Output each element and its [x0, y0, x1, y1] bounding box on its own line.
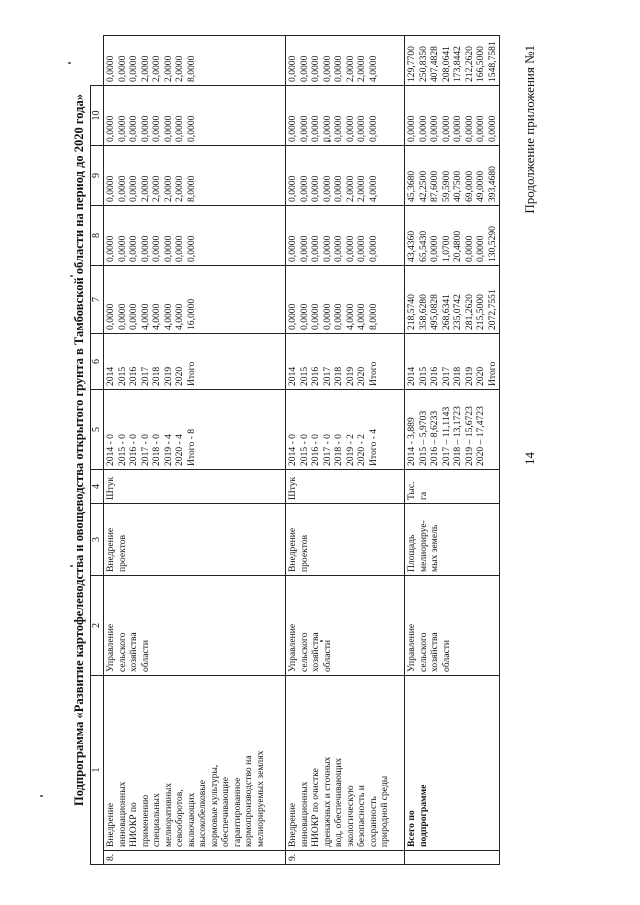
- subprogram-title: Подпрограмма «Развитие картофелеводства и овощеводства открытого грунта в Тамбовской области на период до 2020 года»: [72, 94, 86, 806]
- funding-col-10: 0,0000 0,0000 0,0000 2,0000 2,0000 2,0000 2,0000 8,0000: [104, 36, 286, 86]
- header-cell-8: 8: [91, 206, 104, 266]
- total-years: 2014 2015 2016 2017 2018 2019 2020 Итого: [405, 334, 500, 390]
- total-funding-total: 218,5740 358,6280 495,0828 268,6341 235,0742 281,2620 215,5000 2072,7551: [405, 266, 500, 334]
- total-indicator: Площадь мелиорируе- мых земель: [405, 504, 500, 576]
- funding-col-8: 0,0000 0,0000 0,0000 2,0000 2,0000 2,0000 2,0000 8,0000: [104, 146, 286, 206]
- measure-name: Внедрение инновационных НИОКР по применению специальных мелиоративных севооборотов, включающих высокобелковые кормовые культуры, обеспечивающие гарантированное кормопроизводство на мелиорируемых землях: [104, 676, 286, 851]
- header-cell-5: 5: [91, 390, 104, 470]
- funding-col-7: 0,0000 0,0000 0,0000 0,0000 0,0000 0,0000 0,0000 0,0000: [104, 206, 286, 266]
- funding-col-9: 0,0000 0,0000 0,0000 0,0000 0,0000 0,0000 0,0000 0,0000: [286, 86, 405, 146]
- values-by-year: 2014 - 0 2015 - 0 2016 - 0 2017 - 0 2018 - 0 2019 - 4 2020 - 4 Итого - 8: [104, 390, 286, 470]
- header-cell-10: 10: [91, 86, 104, 146]
- continuation-label: Продолжение приложения №1: [522, 45, 537, 214]
- executor: Управление сельского хозяйства области: [286, 576, 405, 676]
- funding-col-10: 0,0000 0,0000 0,0000 0,0000 0,0000 2,0000 2,0000 4,0000: [286, 36, 405, 86]
- total-row: [405, 36, 500, 865]
- values-by-year: 2014 - 0 2015 - 0 2016 - 0 2017 - 0 2018 - 0 2019 - 2 2020 - 2 Итого - 4: [286, 390, 405, 470]
- total-funding-col-8: 45,3680 42,2500 87,6000 59,5900 40,7500 69,0000 49,0000 393,4680: [405, 146, 500, 206]
- header-cell-6: 6: [91, 334, 104, 390]
- measure-name: Внедрение инновационных НИОКР по очистке дренажных и сточных вод, обеспечивающих экологическую безопасность и сохранность природной среды: [286, 676, 405, 851]
- page-number: 14: [522, 452, 537, 465]
- header-cell-9: 9: [91, 146, 104, 206]
- rotated-document-page: [72, 35, 610, 865]
- years: 2014 2015 2016 2017 2018 2019 2020 Итого: [286, 334, 405, 390]
- unit: Штук: [104, 470, 286, 504]
- funding-col-9: 0,0000 0,0000 0,0000 0,0000 0,0000 0,0000 0,0000 0,0000: [104, 86, 286, 146]
- total-funding-col-7: 43,4360 65,5430 0,0000 1,0700 20,4800 0,0000 0,0000 130,5290: [405, 206, 500, 266]
- total-row-number: [405, 851, 500, 865]
- total-executor: Управление сельского хозяйства области: [405, 576, 500, 676]
- indicator: Внедрение проектов: [104, 504, 286, 576]
- funding-col-7: 0,0000 0,0000 0,0000 0,0000 0,0000 0,0000 0,0000 0,0000: [286, 206, 405, 266]
- funding-total: 0,0000 0,0000 0,0000 0,0000 0,0000 4,0000 4,0000 8,0000: [286, 266, 405, 334]
- program-table: [90, 35, 500, 865]
- header-cell-1: 1: [91, 676, 104, 865]
- row-number: 8.: [104, 851, 286, 865]
- header-cell-3: 3: [91, 504, 104, 576]
- header-cell-2: 2: [91, 576, 104, 676]
- total-funding-col-10: 129,7700 250,8350 407,4828 208,0641 173,8442 212,2620 166,5000 1548,7581: [405, 36, 500, 86]
- header-cell-4: 4: [91, 470, 104, 504]
- table-row: [104, 36, 286, 865]
- executor: Управление сельского хозяйства области: [104, 576, 286, 676]
- total-funding-col-9: 0,0000 0,0000 0,0000 0,0000 0,0000 0,0000 0,0000 0,0000: [405, 86, 500, 146]
- scan-speck: [40, 795, 43, 797]
- total-values-by-year: 2014 - 3,889 2015 – 5,9703 2016 – 8,6233 2017 – 11,1143 2018 – 13,1723 2019 – 15,6723 2020 – 17,4723: [405, 390, 500, 470]
- header-cell-7: 7: [91, 266, 104, 334]
- funding-total: 0,0000 0,0000 0,0000 4,0000 4,0000 4,0000 4,0000 16,0000: [104, 266, 286, 334]
- indicator: Внедрение проектов: [286, 504, 405, 576]
- years: 2014 2015 2016 2017 2018 2019 2020 Итого: [104, 334, 286, 390]
- unit: Штук: [286, 470, 405, 504]
- total-label: Всего по подпрограмме: [405, 676, 500, 851]
- table-header-row: [91, 36, 104, 865]
- scan-speck: [68, 62, 71, 64]
- funding-col-8: 0,0000 0,0000 0,0000 0,0000 0,0000 2,0000 2,0000 4,0000: [286, 146, 405, 206]
- row-number: 9.: [286, 851, 405, 865]
- total-unit: Тыс. га: [405, 470, 500, 504]
- table-row: [286, 36, 405, 865]
